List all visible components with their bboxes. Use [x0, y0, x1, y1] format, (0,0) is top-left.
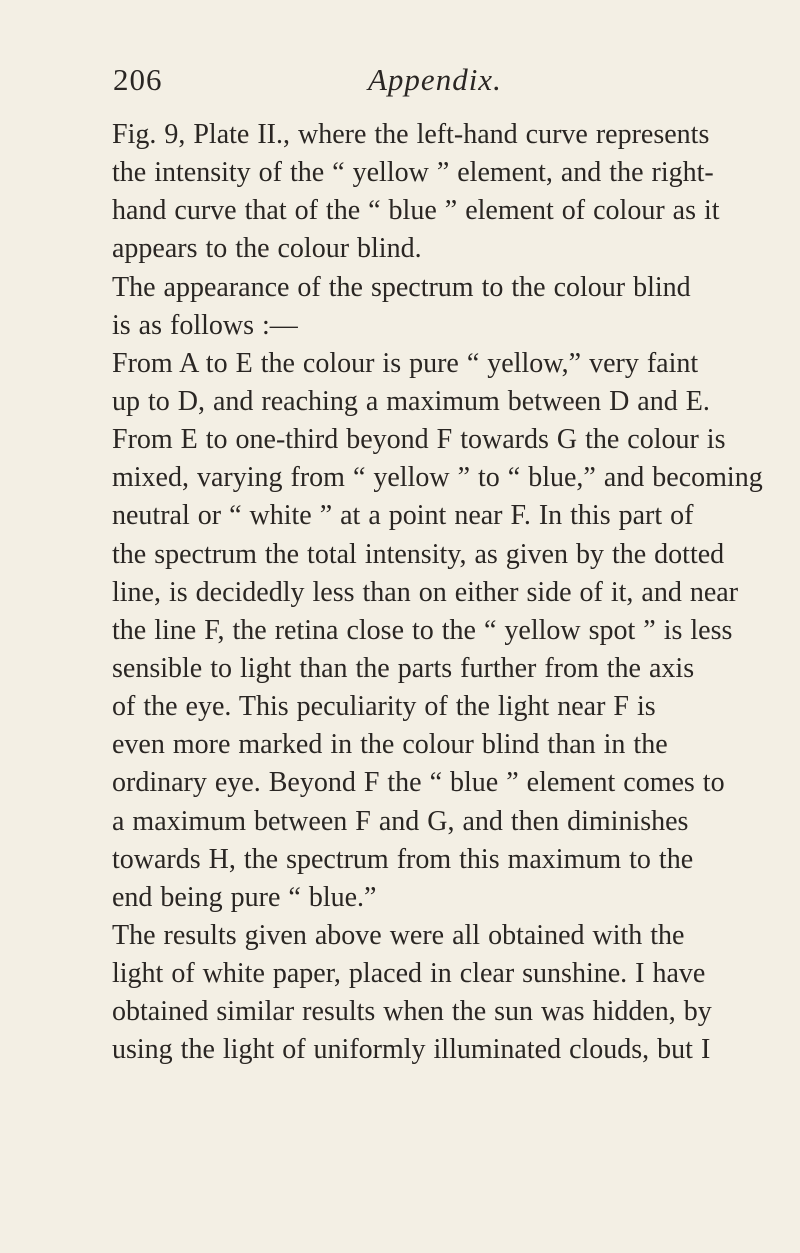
text-line: the spectrum the total intensity, as given by the dotted: [112, 538, 725, 570]
text-line: of the eye. This peculiarity of the light near F is: [112, 691, 656, 723]
text-line: using the light of uniformly illuminated clouds, but I: [112, 1034, 711, 1066]
text-line: neutral or “ white ” at a point near F. In this part of: [112, 500, 694, 532]
text-line: up to D, and reaching a maximum between D and E.: [112, 385, 710, 417]
section-title: Appendix.: [368, 62, 502, 97]
running-header: [0, 62, 800, 102]
body-text: [112, 116, 800, 1070]
text-line: appears to the colour blind.: [112, 233, 422, 265]
text-line: ordinary eye. Beyond F the “ blue ” element comes to: [112, 767, 725, 799]
text-line: sensible to light than the parts further from the axis: [112, 652, 695, 684]
text-line: even more marked in the colour blind than in the: [112, 729, 668, 761]
text-line: From A to E the colour is pure “ yellow,” very faint: [112, 347, 699, 379]
page-number: 206: [113, 62, 163, 97]
text-line: line, is decidedly less than on either side of it, and near: [112, 576, 739, 608]
text-line: a maximum between F and G, and then diminishes: [112, 805, 689, 837]
text-line: The appearance of the spectrum to the colour blind: [112, 271, 691, 303]
text-line: is as follows :—: [112, 309, 298, 341]
text-line: The results given above were all obtained with the: [112, 919, 685, 951]
text-line: obtained similar results when the sun was hidden, by: [112, 996, 712, 1028]
text-line: the intensity of the “ yellow ” element, and the right-: [112, 157, 714, 189]
text-line: light of white paper, placed in clear sunshine. I have: [112, 958, 706, 990]
text-line: end being pure “ blue.”: [112, 881, 377, 913]
text-line: mixed, varying from “ yellow ” to “ blue,” and becoming: [112, 462, 763, 494]
text-line: the line F, the retina close to the “ yellow spot ” is less: [112, 614, 733, 646]
text-line: towards H, the spectrum from this maximum to the: [112, 843, 694, 875]
text-line: hand curve that of the “ blue ” element of colour as it: [112, 195, 720, 227]
text-line: Fig. 9, Plate II., where the left-hand curve represents: [112, 119, 710, 150]
text-line: From E to one-third beyond F towards G the colour is: [112, 424, 726, 456]
